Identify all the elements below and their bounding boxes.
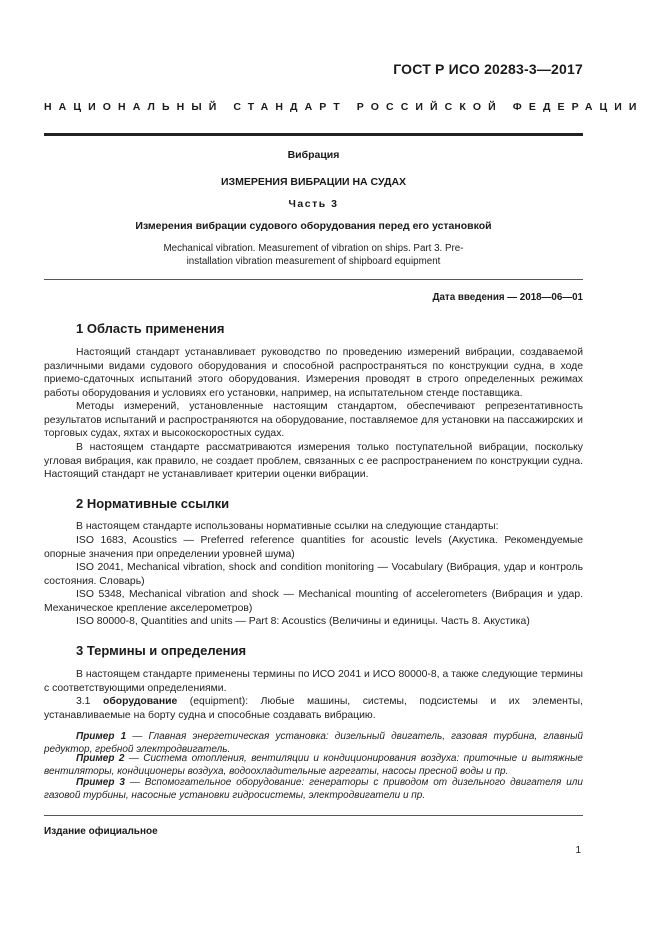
title-main: ИЗМЕРЕНИЯ ВИБРАЦИИ НА СУДАХ: [220, 176, 407, 188]
example-label: Пример 3: [76, 777, 125, 788]
title-subtitle: Измерения вибрации судового оборудования перед его установкой: [135, 220, 492, 232]
section-3-heading: 3 Термины и определения: [76, 643, 247, 658]
term-definition: [44, 695, 583, 722]
section-1-paragraph-1: Настоящий стандарт устанавливает руководство по проведению измерений вибрации, создаваемой различными видами судового оборудования и способной распространяться по конструкции судна, в ходе приемо-сдаточных испытаний этого оборудования. Измерения проводят в строго определенных режимах работы оборудования и условиях его установки, например, на испытательном стенде поставщика.: [44, 347, 583, 399]
example-item: Пример 1 — Главная энергетическая установка: дизельный двигатель, газовая турбина, главный редуктор, гребной электродвигатель.: [44, 731, 583, 755]
title-topic: Вибрация: [287, 149, 340, 161]
example-item: Пример 2 — Система отопления, вентиляции и кондиционирования воздуха: приточные и вытяжные вентиляторы, кондиционеры воздуха, водоохладительные агрегаты, насосы пресной воды и пр.: [44, 753, 583, 777]
reference-item: ISO 1683, Acoustics — Preferred reference quantities for acoustic levels (Акустика. Рекомендуемые опорные значения при определении уровней шума): [44, 535, 583, 560]
term-definition-text: (equipment): Любые машины, системы, подсистемы и их элементы, устанавливаемые на борту судна и способные создавать вибрацию.: [44, 696, 583, 721]
reference-item: ISO 5348, Mechanical vibration and shock — Mechanical mounting of accelerometers (Вибрация и удар. Механическое крепление акселерометров): [44, 589, 583, 614]
section-2-heading: 2 Нормативные ссылки: [76, 496, 230, 511]
page-number: 1: [575, 845, 581, 856]
section-2-intro: В настоящем стандарте использованы нормативные ссылки на следующие стандарты:: [76, 521, 499, 532]
reference-item: ISO 2041, Mechanical vibration, shock and condition monitoring — Vocabulary (Вибрация, удар и контроль состояния. Словарь): [44, 562, 583, 587]
effective-date: Дата введения — 2018—06—01: [432, 292, 583, 303]
title-divider: [44, 279, 583, 280]
footer-divider: [44, 815, 583, 816]
header-divider: [44, 133, 583, 136]
example-item: Пример 3 — Вспомогательное оборудование: генераторы с приводом от дизельного двигателя или газовой турбины, насосные установки гидросистемы, электродвигатели и пр.: [44, 777, 583, 801]
example-label: Пример 2: [76, 753, 125, 764]
title-part: Часть 3: [288, 198, 339, 210]
section-1-paragraph-2: Методы измерений, установленные настоящим стандартом, обеспечивают репрезентативность результатов испытаний и распространяются на оборудование, поставляемое для установки на пассажирских и торговых судах, яхтах и высокоскоростных судах.: [44, 401, 583, 440]
national-standard-banner: НАЦИОНАЛЬНЫЙ СТАНДАРТ РОССИЙСКОЙ ФЕДЕРАЦИИ: [44, 101, 644, 113]
official-edition-label: Издание официальное: [44, 826, 158, 837]
document-code: ГОСТ Р ИСО 20283-3—2017: [393, 61, 583, 77]
reference-item: ISO 80000-8, Quantities and units — Part 8: Acoustics (Величины и единицы. Часть 8. Акустика): [76, 616, 530, 627]
section-3-intro: В настоящем стандарте применены термины по ИСО 2041 и ИСО 80000-8, а также следующие термины с соответствующими определениями.: [44, 669, 583, 694]
section-1-heading: 1 Область применения: [76, 321, 225, 336]
term-number: 3.1: [76, 696, 91, 707]
term-name: оборудование: [103, 696, 178, 707]
title-english: Mechanical vibration. Measurement of vibration on ships. Part 3. Pre-installation vibration measurement of shipboard equipment: [163, 243, 464, 267]
example-label: Пример 1: [76, 731, 127, 742]
section-1-paragraph-3: В настоящем стандарте рассматриваются измерения только поступательной вибрации, поскольку угловая вибрация, как правило, не создает проблем, связанных с ее распространением по конструкции судна. Настоящий стандарт не устанавливает критерии оценки вибрации.: [44, 442, 583, 481]
